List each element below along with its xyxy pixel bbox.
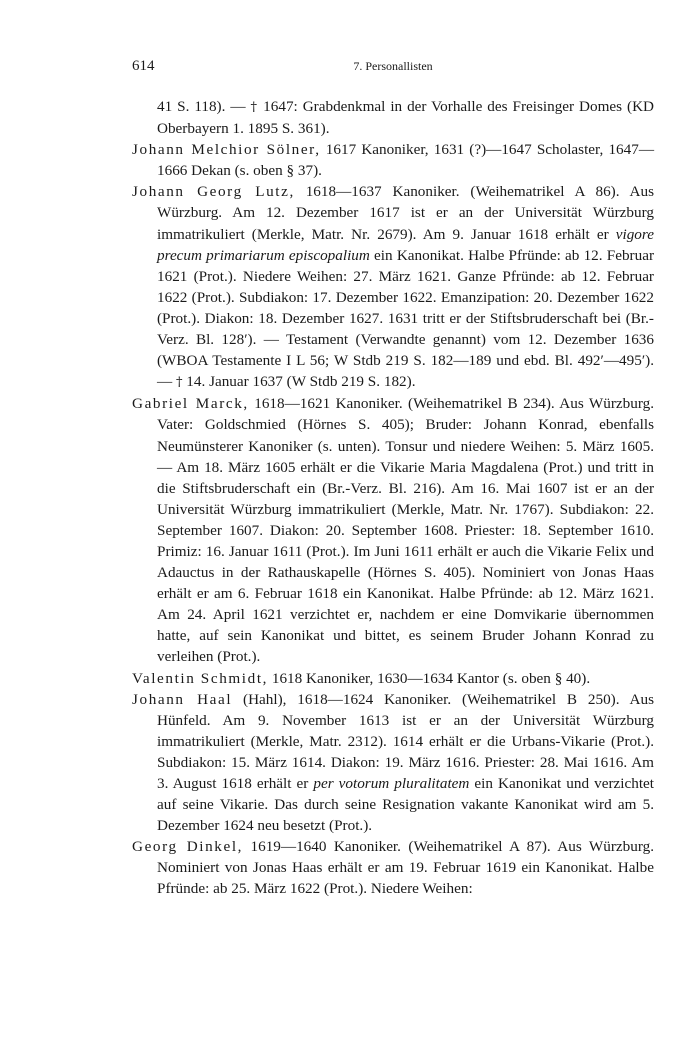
entry-text: 1619—1640 Kanoniker. (Weihematrikel A 87). Aus Würzburg. Nominiert von Jonas Haas erhält er am 19. Februar 1619 ein Kanonikat. Halbe Pfründe: ab 25. März 1622 (Prot.). Niedere Weihen: bbox=[157, 838, 655, 898]
latin-phrase: vigore precum primariarum episcopalium bbox=[157, 225, 654, 264]
running-head: 7. Personallisten bbox=[353, 59, 433, 73]
person-name: Valentin Schmidt, bbox=[132, 669, 269, 687]
list-entry bbox=[132, 836, 654, 899]
entry-text: ein Kanonikat und verzichtet auf seine Vikarie. Das durch seine Resignation vakante Kanonikat wird am 5. Dezember 1624 neu besetzt (Prot.). bbox=[157, 775, 654, 835]
list-entry bbox=[132, 668, 654, 689]
entry-text: (Hahl), 1618—1624 Kanoniker. (Weihematrikel B 250). Aus Hünfeld. Am 9. November 1613 ist er an der Universität Würzburg immatrikuliert (Merkle, Matr. 2312). 1614 erhält er die Urbans-Vikarie (Prot.). Subdiakon: 15. März 1614. Diakon: 19. März 1616. Priester: 28. Mai 1616. Am 3. August 1618 erhält er bbox=[157, 690, 655, 792]
person-name: Johann Georg Lutz, bbox=[132, 183, 295, 201]
list-entry bbox=[132, 689, 654, 837]
entry-text: 41 S. 118). — bbox=[157, 98, 251, 115]
list-entry bbox=[132, 393, 654, 667]
page-number: 614 bbox=[132, 58, 155, 74]
entry-text: 1618 Kanoniker, 1630—1634 Kantor (s. oben § 40). bbox=[271, 669, 591, 687]
person-name: Johann Haal bbox=[132, 690, 233, 708]
entry-text: 1617 Kanoniker, 1631 (?)—1647 Scholaster, 1647—1666 Dekan (s. oben § 37). bbox=[157, 141, 655, 180]
page-header bbox=[132, 58, 654, 78]
entry-text: 14. Januar 1637 (W Stdb 219 S. 182). bbox=[182, 373, 416, 391]
person-name: Gabriel Marck, bbox=[132, 395, 249, 413]
list-entry bbox=[132, 181, 654, 393]
list-entry bbox=[132, 139, 654, 181]
list-entry bbox=[132, 96, 654, 139]
entry-text: ein Kanonikat. Halbe Pfründe: ab 12. Februar 1621 (Prot.). Niedere Weihen: 27. März 1621. Ganze Pfründe: ab 12. Februar 1622 (Prot.). Subdiakon: 17. Dezember 1622. Emanzipation: 20. Dezember 1622 (Prot.). Diakon: 18. Dezember 1627. 1631 tritt er der Stiftsbruderschaft bei (Br.-Verz. Bl. 128′). — Testament (Verwandte genannt) vom 12. Dezember 1636 (WBOA Testamente I L 56; W Stdb 219 S. 182—189 und ebd. Bl. 492′—495′). — bbox=[157, 246, 655, 391]
death-dagger: † bbox=[175, 375, 183, 391]
entry-text: 1647: Grabdenkmal in der Vorhalle des Freisinger Domes (KD Oberbayern 1. 1895 S. 361). bbox=[157, 98, 655, 138]
death-dagger: † bbox=[250, 100, 259, 115]
person-name: Georg Dinkel, bbox=[132, 838, 244, 856]
person-name: Johann Melchior Sölner, bbox=[132, 141, 321, 159]
page-body bbox=[132, 96, 654, 900]
entry-text: 1618—1621 Kanoniker. (Weihematrikel B 234). Aus Würzburg. Vater: Goldschmied (Hörnes S. 405); Bruder: Johann Konrad, ebenfalls Neumünsterer Kanoniker (s. unten). Tonsur und niedere Weihen: 5. März 1605. — Am 18. März 1605 erhält er die Vikarie Maria Magdalena (Prot.) und tritt in die Stiftsbruderschaft ein (Br.-Verz. Bl. 216). Am 16. Mai 1607 ist er an der Universität Würzburg immatrikuliert (Merkle, Matr. Nr. 1767). Subdiakon: 22. September 1607. Diakon: 20. September 1608. Priester: 18. September 1610. Primiz: 16. Januar 1611 (Prot.). Im Juni 1611 erhält er auch die Vikarie Felix und Adauctus in der Rathauskapelle (Hörnes S. 405). Nominiert von Jonas Haas erhält er am 6. Februar 1618 ein Kanonikat. Halbe Pfründe: ab 12. März 1621. Am 24. April 1621 verzichtet er, nachdem er eine Domvikarie übernommen hatte, auf sein Kanonikat und bittet, es seinem Bruder Johann Konrad zu verleihen (Prot.). bbox=[157, 395, 655, 666]
entry-text: 1618—1637 Kanoniker. (Weihematrikel A 86). Aus Würzburg. Am 12. Dezember 1617 ist er an der Universität Würzburg immatrikuliert (Merkle, Matr. Nr. 2679). Am 9. Januar 1618 erhält er bbox=[157, 183, 654, 243]
latin-phrase: per votorum pluralitatem bbox=[313, 775, 470, 792]
